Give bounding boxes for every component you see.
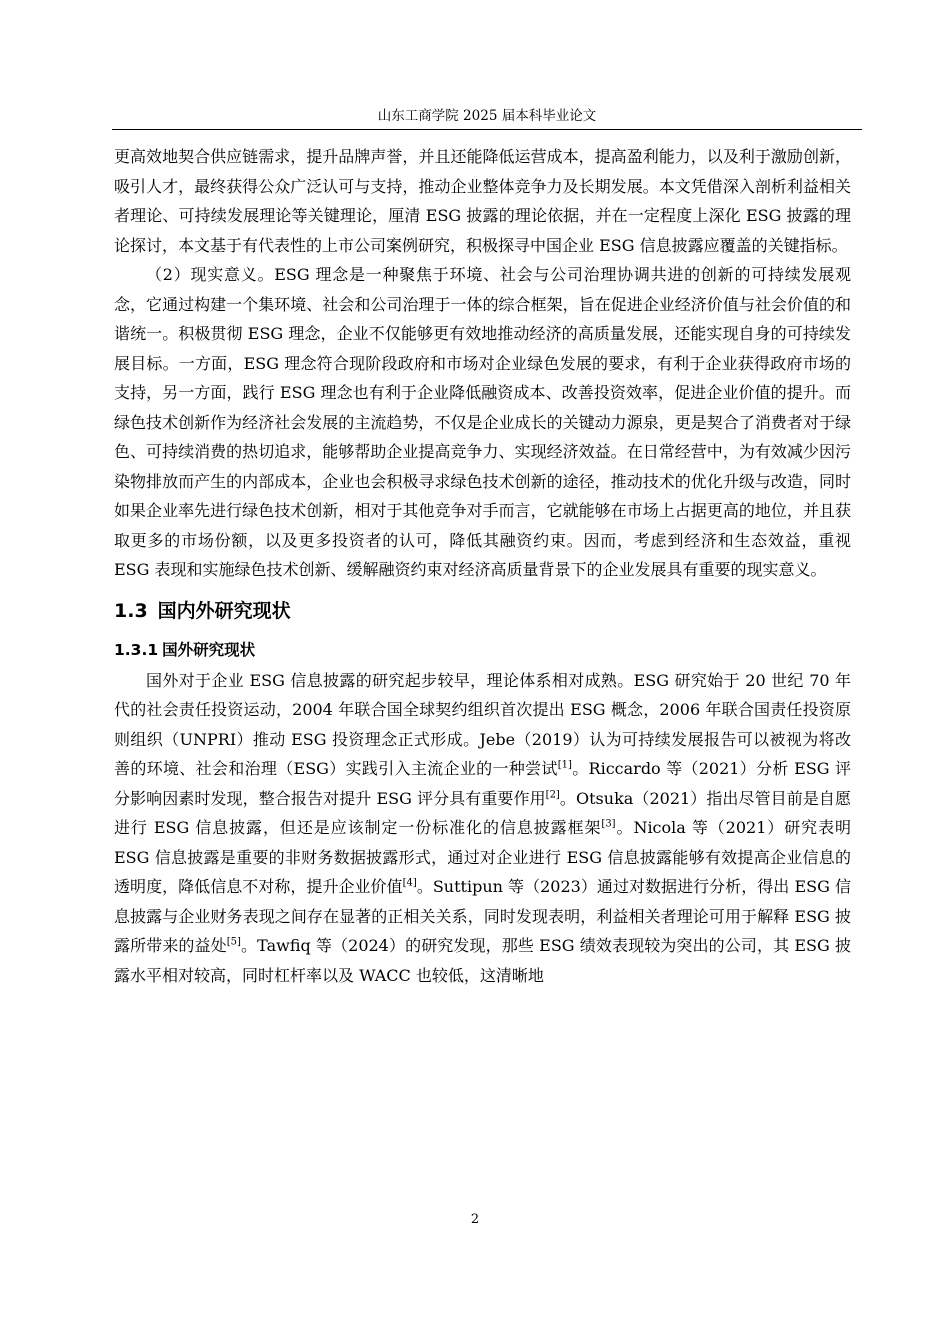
citation-ref-2[interactable]: [2]: [545, 789, 560, 801]
page-body: [114, 142, 851, 990]
subsection-number: 1.3.1: [114, 640, 159, 659]
subsection-heading-1-3-1: [114, 636, 851, 664]
page-number: 2: [470, 1212, 480, 1227]
text-run: 。Otsuka（2021）指出尽管目前是自愿进行 ESG 信息披露，但还是应该制定一份标准化的信息披露框架: [114, 788, 851, 837]
section-number: 1.3: [114, 599, 148, 622]
running-header: 山东工商学院 2025 届本科毕业论文: [377, 108, 597, 124]
citation-ref-3[interactable]: [3]: [601, 818, 616, 830]
citation-ref-4[interactable]: [4]: [402, 877, 417, 889]
text-run: 。Nicola 等（2021）研究表明 ESG 信息披露是重要的非财务数据披露形式，通过对企业进行 ESG 信息披露能够有效提高企业信息的透明度，降低信息不对称，提升企业价值: [114, 818, 851, 896]
citation-ref-1[interactable]: [1]: [557, 759, 572, 771]
text-run: 。Riccardo 等（2021）分析 ESG 评分影响因素时发现，整合报告对提升 ESG 评分具有重要作用: [114, 759, 851, 808]
text-run: 国外对于企业 ESG 信息披露的研究起步较早，理论体系相对成熟。ESG 研究始于 20 世纪 70 年代的社会责任投资运动，2004 年联合国全球契约组织首次提出 ESG 概念，2006 年联合国责任投资原则组织（UNPRI）推动 ESG 投资理念正式形成。Jebe（2019）认为可持续发展报告可以被视为将改善的环境、社会和治理（ESG）实践引入主流企业的一种尝试: [114, 670, 851, 778]
paragraph-foreign-research: [114, 666, 851, 991]
text-run: 。Tawfiq 等（2024）的研究发现，那些 ESG 绩效表现较为突出的公司，其 ESG 披露水平相对较高，同时杠杆率以及 WACC 也较低，这清晰地: [114, 936, 851, 985]
citation-ref-5[interactable]: [5]: [226, 936, 241, 948]
section-heading-1-3: [114, 596, 851, 626]
paragraph-significance-continued: 更高效地契合供应链需求，提升品牌声誉，并且还能降低运营成本，提高盈利能力，以及利于激励创新，吸引人才，最终获得公众广泛认可与支持，推动企业整体竞争力及长期发展。本文凭借深入剖析利益相关者理论、可持续发展理论等关键理论，厘清 ESG 披露的理论依据，并在一定程度上深化 ESG 披露的理论探讨，本文基于有代表性的上市公司案例研究，积极探寻中国企业 ESG 信息披露应覆盖的关键指标。: [114, 147, 851, 255]
subsection-title: 国外研究现状: [162, 640, 256, 659]
section-title: 国内外研究现状: [157, 599, 291, 622]
header-divider: [112, 129, 862, 130]
paragraph-practical-significance: （2）现实意义。ESG 理念是一种聚焦于环境、社会与公司治理协调共进的创新的可持续发展观念，它通过构建一个集环境、社会和公司治理于一体的综合框架，旨在促进企业经济价值与社会价值的和谐统一。积极贯彻 ESG 理念，企业不仅能够更有效地推动经济的高质量发展，还能实现自身的可持续发展目标。一方面，ESG 理念符合现阶段政府和市场对企业绿色发展的要求，有利于企业获得政府市场的支持，另一方面，践行 ESG 理念也有利于企业降低融资成本、改善投资效率，促进企业价值的提升。而绿色技术创新作为经济社会发展的主流趋势，不仅是企业成长的关键动力源泉，更是契合了消费者对于绿色、可持续消费的热切追求，能够帮助企业提高竞争力、实现经济效益。在日常经营中，为有效减少因污染物排放而产生的内部成本，企业也会积极寻求绿色技术创新的途径，推动技术的优化升级与改造，同时如果企业率先进行绿色技术创新，相对于其他竞争对手而言，它就能够在市场上占据更高的地位，并且获取更多的市场份额，以及更多投资者的认可，降低其融资约束。因而，考虑到经济和生态效益，重视 ESG 表现和实施绿色技术创新、缓解融资约束对经济高质量背景下的企业发展具有重要的现实意义。: [114, 265, 851, 579]
text-run: 。Suttipun 等（2023）通过对数据进行分析，得出 ESG 信息披露与企业财务表现之间存在显著的正相关关系，同时发现表明，利益相关者理论可用于解释 ESG 披露所带来的益处: [114, 877, 851, 955]
